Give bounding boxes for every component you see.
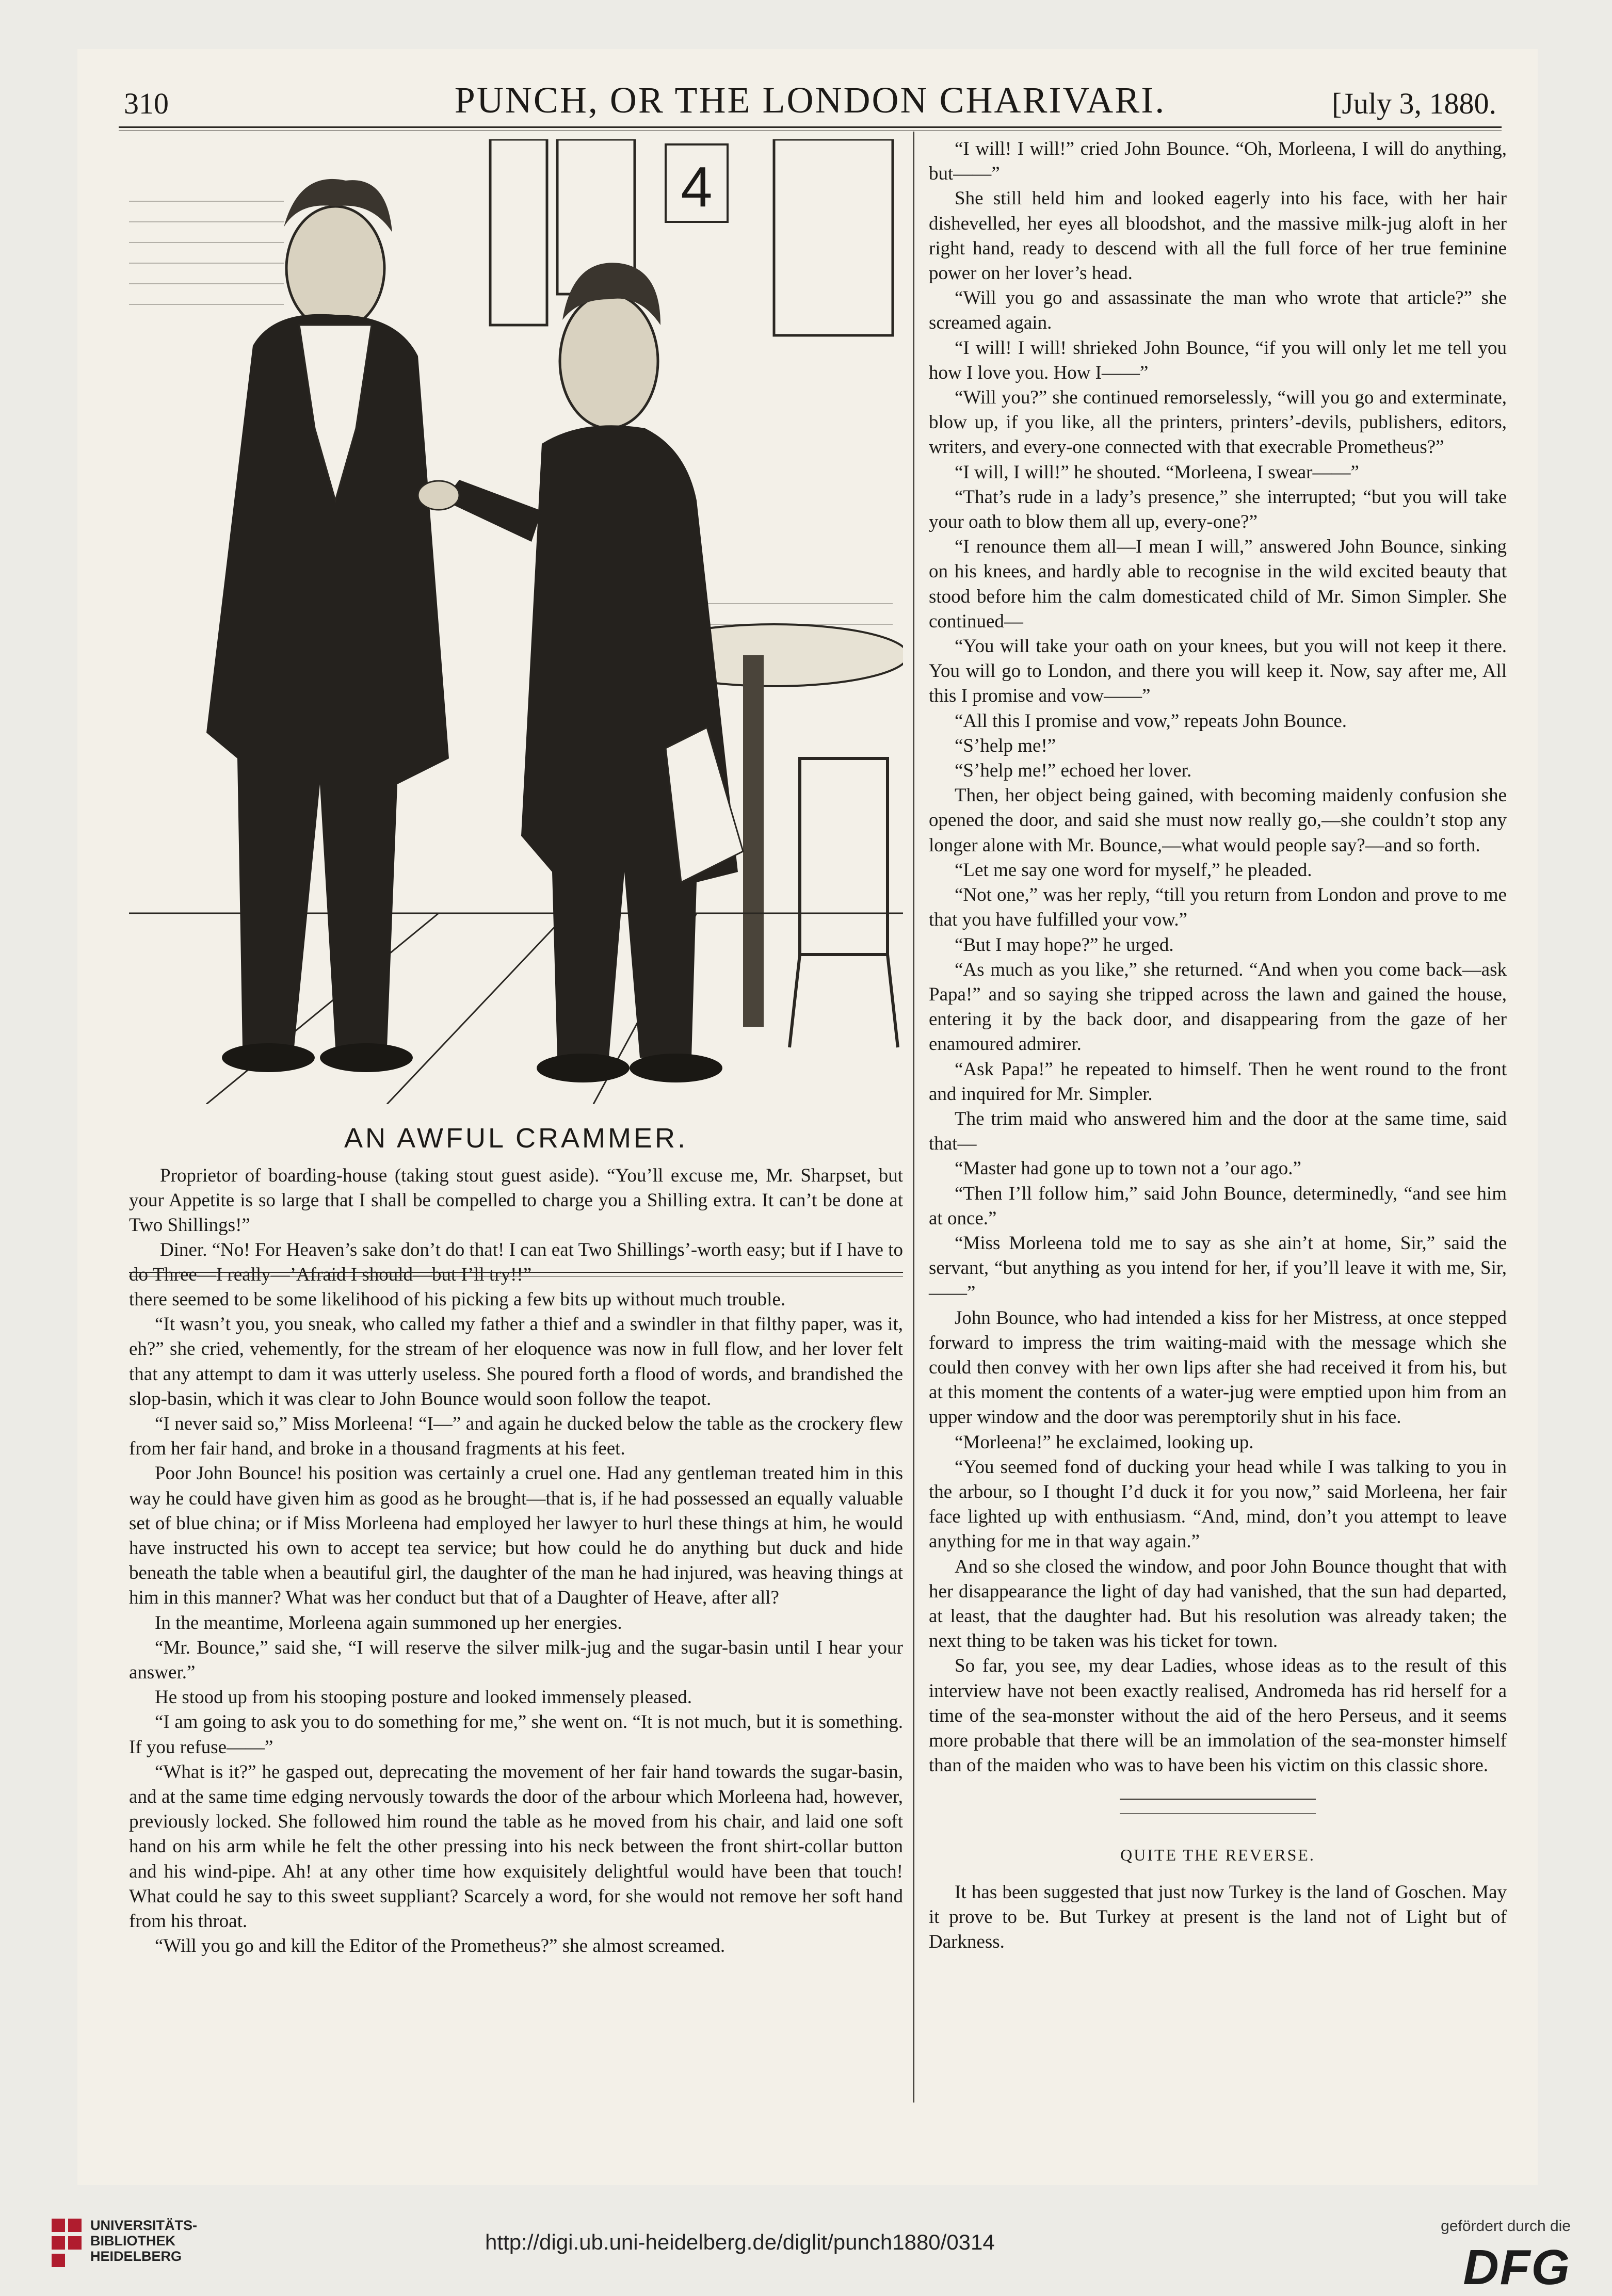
paragraph: So far, you see, my dear Ladies, whose ideas as to the result of this interview have not been exactly realised, Andromeda has rid herself for a time of the sea-monster without the aid of the hero Perseus, and it seems more probable that there will be an immolation of the sea-monster himself than of the maiden who was to have been his victim on this classic shore. <box>929 1655 1507 1776</box>
paragraph: In the meantime, Morleena again summoned up her energies. <box>155 1612 622 1634</box>
newspaper-page <box>77 49 1538 2185</box>
section-separator <box>1120 1799 1316 1800</box>
paragraph: “Then I’ll follow him,” said John Bounce, determinedly, “and see him at once.” <box>929 1183 1507 1229</box>
sponsor-label: gefördert durch die <box>1441 2218 1571 2235</box>
paragraph: “You seemed fond of ducking your head while I was talking to you in the arbour, so I thought I’d duck it for you now,” said Morleena, her fair face lighted up with enthusiasm. “And, mind, don’t you attempt to leave anything for me in that way again.” <box>929 1456 1507 1553</box>
paragraph: “I am going to ask you to do something for me,” she went on. “It is not much, but it is something. If you refuse——” <box>129 1711 903 1758</box>
digitization-footer <box>0 2198 1612 2294</box>
column-divider <box>913 132 914 2103</box>
header-rule <box>119 126 1502 128</box>
paragraph: “As much as you like,” she returned. “And when you come back—ask Papa!” and so saying she tripped across the lawn and gained the house, entering it by the back door, and disappearing from the gaze of her enamoured admirer. <box>929 959 1507 1055</box>
paragraph: “Let me say one word for myself,” he pleaded. <box>955 859 1312 881</box>
paragraph: She still held him and looked eagerly into his face, with her hair dishevelled, her eyes all bloodshot, and the massive milk-jug aloft in her right hand, ready to descend with all the full force of her true feminine power on her lover’s head. <box>929 188 1507 284</box>
paragraph: “Will you go and kill the Editor of the Prometheus?” she almost screamed. <box>155 1935 726 1957</box>
caption-proprietor: Proprietor of boarding-house (taking stout guest aside). “You’ll excuse me, Mr. Sharpset, but your Appetite is so large that I shall be compelled to charge you a Shilling extra. It can’t be done at Two Shillings!” <box>129 1165 903 1236</box>
right-column-story <box>929 137 1507 1954</box>
paragraph: “Will you go and assassinate the man who wrote that article?” she screamed again. <box>929 287 1507 334</box>
paragraph: The trim maid who answered him and the door at the same time, said that— <box>929 1108 1507 1155</box>
paragraph: It has been suggested that just now Turkey is the land of Goschen. May it prove to be. But Turkey at present is the land not of Light but of Darkness. <box>929 1881 1507 1953</box>
paragraph: “It wasn’t you, you sneak, who called my father a thief and a swindler in that filthy paper, was it, eh?” she cried, vehemently, for the stream of her eloquence was now in full flow, and her lover felt that any attempt to dam it was utterly useless. She poured forth a flood of words, and brandished the slop-basin, which it was clear to John Bounce would soon follow the teapot. <box>129 1314 903 1410</box>
paragraph: “Ask Papa!” he repeated to himself. Then he went round to the front and inquired for Mr. Simpler. <box>929 1058 1507 1105</box>
paragraph: He stood up from his stooping posture and looked immensely pleased. <box>155 1687 692 1708</box>
paragraph: John Bounce, who had intended a kiss for her Mistress, at once stepped forward to impress the trim waiting-maid with the message which she could then convey with her own lips after she had received it from his, but at this moment the contents of a water-jug were emptied upon him from an upper window and the door was peremptorily shut in his face. <box>929 1307 1507 1428</box>
cartoon-illustration <box>129 139 903 1104</box>
masthead: PUNCH, OR THE LONDON CHARIVARI. <box>454 79 1166 121</box>
paragraph: “S’help me!” <box>955 735 1056 756</box>
paragraph: Then, her object being gained, with becoming maidenly confusion she opened the door, and said she must now really go,—she couldn’t stop any longer alone with Mr. Bounce,—what would people say?—and so forth. <box>929 785 1507 856</box>
paragraph: “I will! I will! shrieked John Bounce, “if you will only let me tell you how I love you. How I——” <box>929 337 1507 383</box>
issue-date: [July 3, 1880. <box>1332 87 1496 120</box>
diner-figure <box>418 263 743 1082</box>
proprietor-figure <box>206 179 449 1072</box>
cartoon-caption <box>129 1163 903 1287</box>
section-title: QUITE THE REVERSE. <box>1120 1846 1315 1865</box>
paragraph: “Mr. Bounce,” said she, “I will reserve the silver milk-jug and the sugar-basin until I hear your answer.” <box>129 1637 903 1684</box>
paragraph: “I never said so,” Miss Morleena! “I—” and again he ducked below the table as the crockery flew from her fair hand, and broke in a thousand fragments at his feet. <box>129 1413 903 1460</box>
university-library-logo-icon <box>52 2219 83 2270</box>
paragraph: “I renounce them all—I mean I will,” answered John Bounce, sinking on his knees, and hardly able to recognise in the wild excited beauty that stood before him the calm domesticated child of Mr. Simon Simpler. She continued— <box>929 536 1507 632</box>
cartoon-title: AN AWFUL CRAMMER. <box>344 1123 688 1154</box>
paragraph: “Morleena!” he exclaimed, looking up. <box>955 1431 1254 1453</box>
paragraph: “I will! I will!” cried John Bounce. “Oh, Morleena, I will do anything, but——” <box>929 138 1507 185</box>
paragraph: there seemed to be some likelihood of his picking a few bits up without much trouble. <box>129 1289 786 1310</box>
paragraph: “What is it?” he gasped out, deprecating the movement of her fair hand towards the sugar-basin, and at the same time edging nervously towards the door of the arbour which Morleena had, however, previously locked. She followed him round the table as he moved from his chair, and laid one soft hand on his arm while he felt the other pressing into his neck between the front shirt-collar button and his wind-pipe. Ah! at any other time how exquisitely delightful would have been that touch! What could he say to this sweet suppliant? Scarcely a word, for she would not remove her soft hand from his throat. <box>129 1761 903 1932</box>
sign-number: 4 <box>681 155 713 219</box>
dfg-logo: DFG <box>1463 2240 1571 2295</box>
paragraph: “Not one,” was her reply, “till you return from London and prove to me that you have fulfilled your vow.” <box>929 884 1507 931</box>
left-column-story <box>129 1287 903 1959</box>
paragraph: “Master had gone up to town not a ’our ago.” <box>955 1158 1301 1179</box>
paragraph: Poor John Bounce! his position was certainly a cruel one. Had any gentleman treated him in this way he could have given him as good as he brought—that is, if he had possessed an equally valuable set of blue china; or if Miss Morleena had employed her lawyer to hurl these things at him, he would have instructed his own to accept tea service; but how could he do anything but duck and hide beneath the table when a beautiful girl, the daughter of the man he had injured, was heaving things at him in this manner? What was her conduct but that of a Daughter of Heave, after all? <box>129 1463 903 1609</box>
paragraph: “Will you?” she continued remorselessly, “will you go and exterminate, blow up, if you like, all the printers, printers’-devils, publishers, editors, writers, and every-one connected with that execrable Prometheus?” <box>929 387 1507 458</box>
paragraph: “Miss Morleena told me to say as she ain’t at home, Sir,” said the servant, “but anything as you intend for her, if you’ll leave it with me, Sir,——” <box>929 1232 1507 1304</box>
page-header <box>119 70 1502 126</box>
caption-diner: Diner. “No! For Heaven’s sake don’t do that! I can eat Two Shillings’-worth easy; but if I have to do Three—I really—’Afraid I should—but I’ll try!!” <box>129 1239 903 1285</box>
paragraph: And so she closed the window, and poor John Bounce thought that with her disappearance the light of day had vanished, that the sun had departed, at least, that the daughter had. But his resolution was already taken; the next thing to be taken was his ticket for town. <box>929 1556 1507 1652</box>
source-url-link[interactable]: http://digi.ub.uni-heidelberg.de/diglit/punch1880/0314 <box>485 2230 995 2254</box>
paragraph: “You will take your oath on your knees, but you will not keep it there. You will go to London, and there you will keep it. Now, say after me, All this I promise and vow——” <box>929 636 1507 707</box>
paragraph: “I will, I will!” he shouted. “Morleena, I swear——” <box>955 461 1359 483</box>
section-separator-thin <box>1120 1813 1316 1814</box>
paragraph: “That’s rude in a lady’s presence,” she interrupted; “but you will take your oath to blow them all up, every-one?” <box>929 486 1507 533</box>
paragraph: “But I may hope?” he urged. <box>955 934 1174 956</box>
caption-separator <box>129 1272 903 1273</box>
library-name: UNIVERSITÄTS- BIBLIOTHEK HEIDELBERG <box>90 2218 198 2264</box>
paragraph: “S’help me!” echoed her lover. <box>955 760 1192 782</box>
paragraph: “All this I promise and vow,” repeats John Bounce. <box>955 710 1347 732</box>
page-number: 310 <box>124 87 169 120</box>
